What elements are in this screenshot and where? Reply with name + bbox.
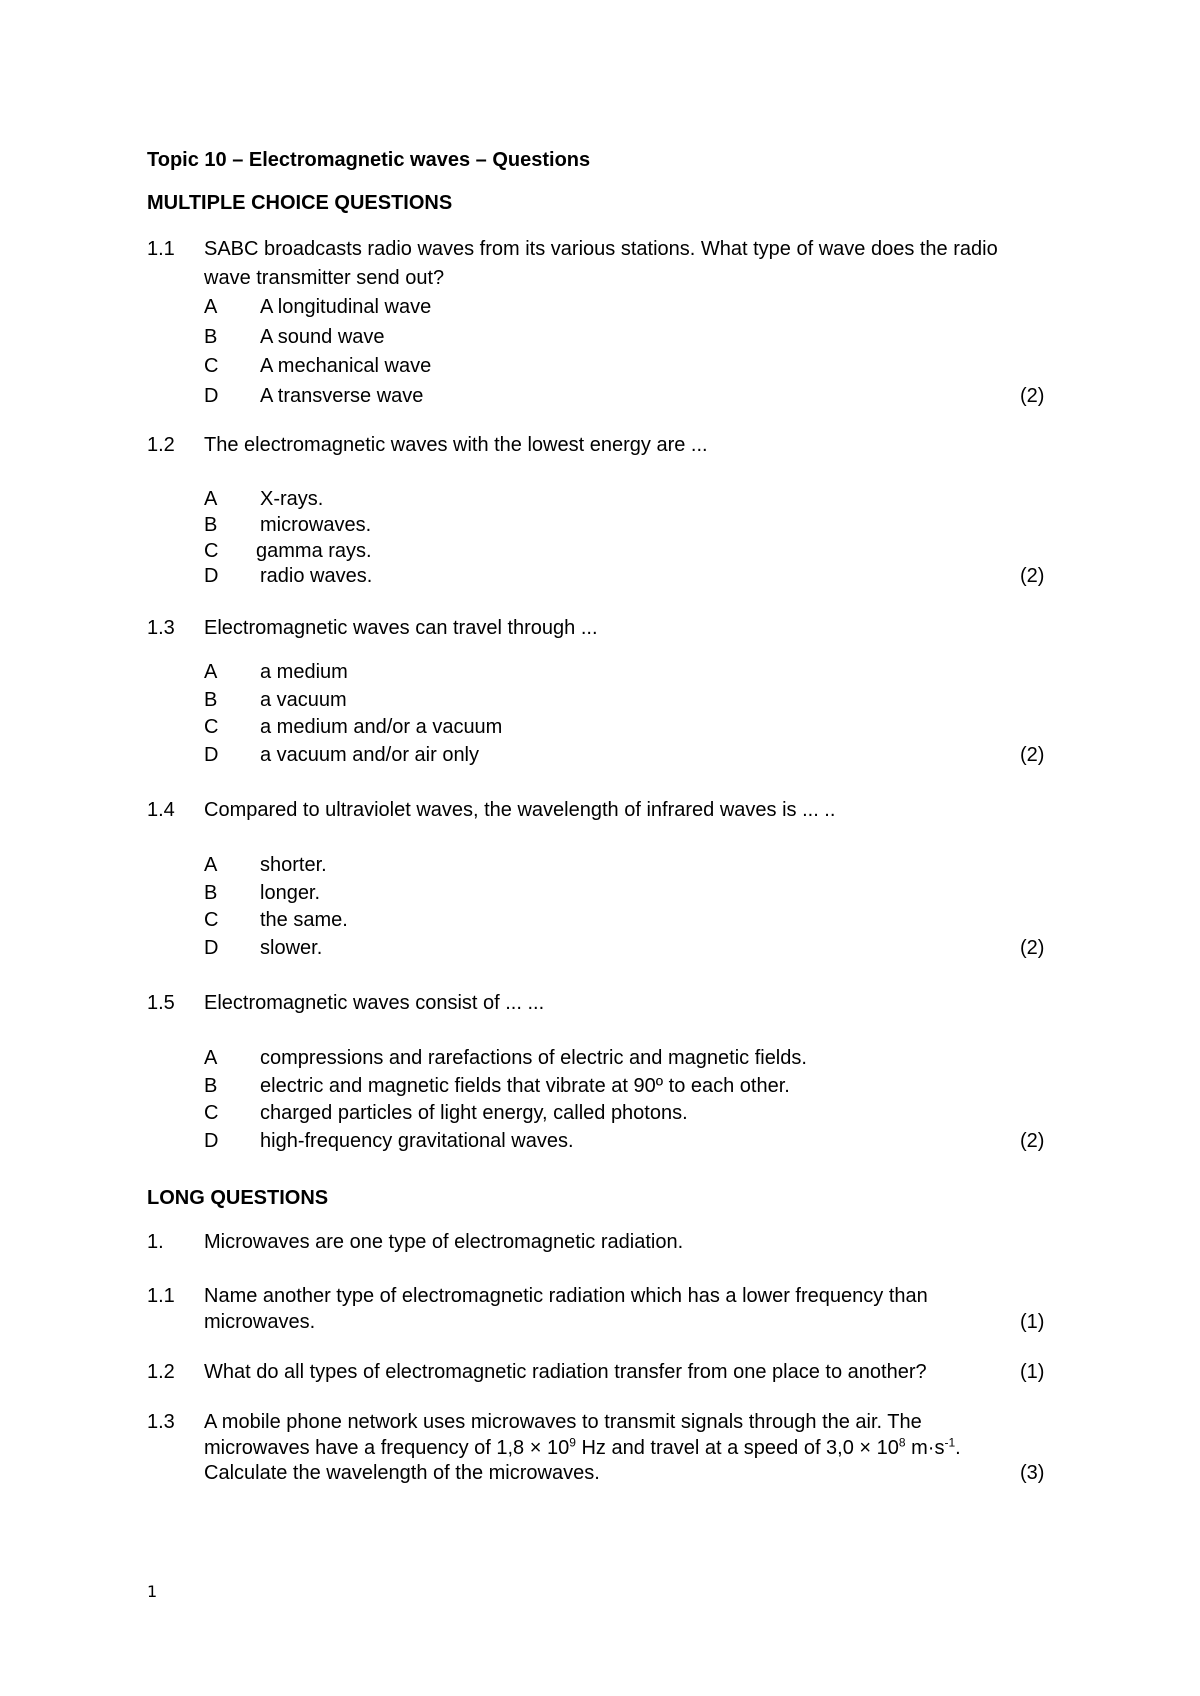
marks-label: (2) [1020, 565, 1045, 587]
option-text: the same. [260, 909, 348, 931]
question-number: 1.3 [147, 617, 175, 639]
option-letter: A [204, 296, 218, 318]
marks-label: (1) [1020, 1361, 1045, 1383]
option-text: a vacuum and/or air only [260, 744, 480, 766]
question-text: What do all types of electromagnetic radiation transfer from one place to another? [204, 1361, 927, 1383]
question-number: 1.3 [147, 1411, 175, 1433]
option-letter: A [204, 488, 218, 510]
option-text: charged particles of light energy, called photons. [260, 1102, 688, 1124]
question-number: 1.1 [147, 238, 175, 260]
question-text-with-exponents [204, 1435, 961, 1461]
option-letter: B [204, 326, 218, 348]
question-text: Name another type of electromagnetic radiation which has a lower frequency than [204, 1285, 928, 1307]
mcq-heading: MULTIPLE CHOICE QUESTIONS [147, 192, 453, 214]
marks-label: (2) [1020, 1130, 1045, 1152]
option-letter: B [204, 882, 218, 904]
option-text: A sound wave [260, 326, 385, 348]
question-text: Electromagnetic waves can travel through ... [204, 617, 598, 639]
option-text: microwaves. [260, 514, 372, 536]
option-text: electric and magnetic fields that vibrate at 90º to each other. [260, 1075, 790, 1097]
option-text: A transverse wave [260, 385, 424, 407]
option-letter: D [204, 937, 219, 959]
question-text: Calculate the wavelength of the microwaves. [204, 1462, 600, 1484]
option-letter: C [204, 540, 219, 562]
question-number: 1.5 [147, 992, 175, 1014]
text-segment: microwaves have a frequency of 1,8 × 10 [204, 1437, 570, 1459]
question-text: A mobile phone network uses microwaves to transmit signals through the air. The [204, 1411, 922, 1433]
question-text: The electromagnetic waves with the lowest energy are ... [204, 434, 708, 456]
question-number: 1.2 [147, 1361, 175, 1383]
option-letter: A [204, 661, 218, 683]
marks-label: (2) [1020, 385, 1045, 407]
marks-label: (2) [1020, 937, 1045, 959]
question-text: SABC broadcasts radio waves from its various stations. What type of wave does the radio [204, 238, 998, 260]
option-text: gamma rays. [256, 540, 372, 562]
text-segment: Hz and travel at a speed of 3,0 × 10 [575, 1437, 899, 1459]
question-text: wave transmitter send out? [204, 267, 445, 289]
option-letter: A [204, 1047, 218, 1069]
exponent: 8 [898, 1435, 906, 1450]
option-letter: D [204, 385, 219, 407]
option-text: radio waves. [260, 565, 373, 587]
option-letter: C [204, 355, 219, 377]
option-letter: D [204, 1130, 219, 1152]
option-letter: A [204, 854, 218, 876]
text-segment: . [955, 1437, 961, 1459]
question-text: Microwaves are one type of electromagnetic radiation. [204, 1231, 684, 1253]
option-letter: C [204, 716, 219, 738]
question-text: Electromagnetic waves consist of ... ... [204, 992, 545, 1014]
question-text: Compared to ultraviolet waves, the wavelength of infrared waves is ... .. [204, 799, 836, 821]
option-text: compressions and rarefactions of electric and magnetic fields. [260, 1047, 807, 1069]
question-number: 1.2 [147, 434, 175, 456]
marks-label: (3) [1020, 1462, 1045, 1484]
option-text: A longitudinal wave [260, 296, 432, 318]
question-number: 1.1 [147, 1285, 175, 1307]
option-letter: B [204, 514, 218, 536]
marks-label: (1) [1020, 1311, 1045, 1333]
text-segment: m·s [905, 1437, 945, 1459]
question-number: 1.4 [147, 799, 175, 821]
option-letter: B [204, 689, 218, 711]
question-text: microwaves. [204, 1311, 316, 1333]
option-letter: C [204, 909, 219, 931]
long-questions-heading: LONG QUESTIONS [147, 1187, 329, 1209]
question-number: 1. [147, 1231, 164, 1253]
option-text: X-rays. [260, 488, 324, 510]
option-text: longer. [260, 882, 321, 904]
option-letter: B [204, 1075, 218, 1097]
option-text: a medium [260, 661, 348, 683]
document-title: Topic 10 – Electromagnetic waves – Questions [147, 149, 591, 171]
option-text: A mechanical wave [260, 355, 432, 377]
option-letter: D [204, 565, 219, 587]
option-text: high-frequency gravitational waves. [260, 1130, 574, 1152]
option-letter: C [204, 1102, 219, 1124]
page-number: 1 [147, 1582, 158, 1601]
exponent: 9 [569, 1435, 576, 1450]
option-text: shorter. [260, 854, 327, 876]
option-letter: D [204, 744, 219, 766]
marks-label: (2) [1020, 744, 1045, 766]
option-text: slower. [260, 937, 323, 959]
exponent: -1 [944, 1435, 956, 1450]
option-text: a medium and/or a vacuum [260, 716, 503, 738]
option-text: a vacuum [260, 689, 347, 711]
